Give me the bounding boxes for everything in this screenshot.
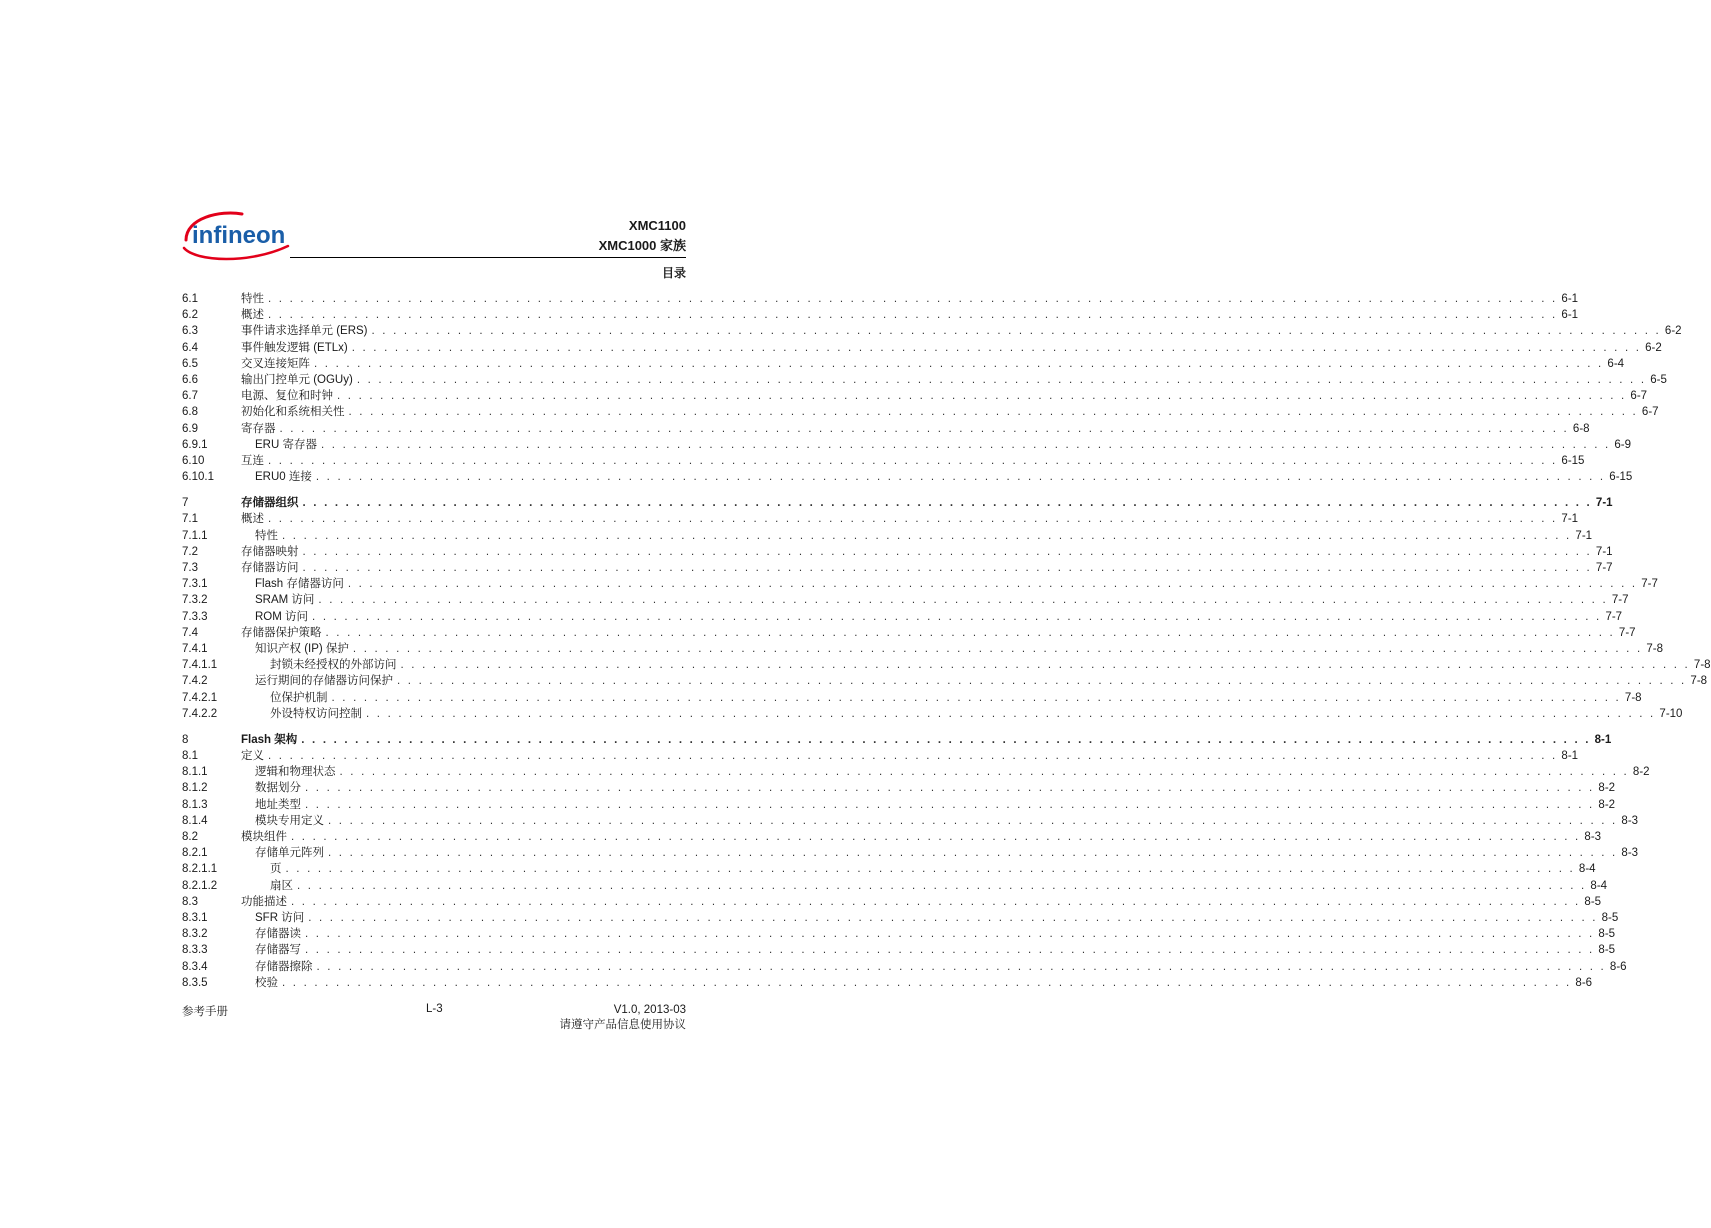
toc-leader-dots: . . . . . . . . . . . . . . . . . . . . . . . . . . . . . . . . . . . . . . . . . . . . . . . . . . . . . . . . . . . . . . . . . . . . . . . . . . . . . . . . . . . . . . . . . . . . . . . . . . . . . . . . . . . . . . . . . . . . . . . . xyxy=(291,895,1581,908)
toc-entry[interactable] xyxy=(182,291,1579,307)
toc-entry-title: 概述 xyxy=(241,309,264,322)
toc-entry-number: 6.5 xyxy=(182,357,198,370)
footer-manual-label: 参考手册 xyxy=(182,1006,228,1018)
toc-entry[interactable] xyxy=(182,959,1627,975)
toc-entry[interactable] xyxy=(182,780,1616,796)
toc-entry-number: 7.3 xyxy=(182,562,198,574)
toc-entry-line xyxy=(270,878,1608,894)
toc-entry-page: 8-6 xyxy=(1609,960,1627,973)
toc-entry-line xyxy=(241,388,1648,404)
toc-entry-page: 7-10 xyxy=(1659,707,1683,720)
toc-entry-line xyxy=(255,780,1616,796)
toc-entry-line xyxy=(270,657,1711,673)
toc-entry[interactable] xyxy=(182,797,1616,813)
toc-entry-line xyxy=(241,453,1585,469)
toc-entry-line xyxy=(255,942,1616,958)
toc-entry-page: 8-5 xyxy=(1584,895,1602,908)
toc-entry-number: 6.9 xyxy=(182,422,198,435)
toc-leader-dots: . . . . . . . . . . . . . . . . . . . . . . . . . . . . . . . . . . . . . . . . . . . . . . . . . . . . . . . . . . . . . . . . . . . . . . . . . . . . . . . . . . . . . . . . . . . . . . . . . . . . . . . . . . . . . . . . . . . . . . . . xyxy=(314,357,1604,370)
toc-entry-page: 8-2 xyxy=(1632,766,1650,779)
toc-entry[interactable] xyxy=(182,764,1650,780)
toc-entry-page: 8-5 xyxy=(1598,928,1616,941)
toc-entry-line xyxy=(255,641,1663,657)
toc-entry-page: 7-8 xyxy=(1624,691,1642,704)
toc-entry-line xyxy=(241,421,1590,437)
toc-leader-dots: . . . . . . . . . . . . . . . . . . . . . . . . . . . . . . . . . . . . . . . . . . . . . . . . . . . . . . . . . . . . . . . . . . . . . . . . . . . . . . . . . . . . . . . . . . . . . . . . . . . . . . . . . . . . . . . . . . . . . . . . xyxy=(279,422,1569,435)
toc-entry-line xyxy=(270,690,1642,706)
toc-leader-dots: . . . . . . . . . . . . . . . . . . . . . . . . . . . . . . . . . . . . . . . . . . . . . . . . . . . . . . . . . . . . . . . . . . . . . . . . . . . . . . . . . . . . . . . . . . . . . . . . . . . . . . . . . . . . . . . . . . . . . . . . xyxy=(282,976,1572,989)
toc-entry-line xyxy=(270,861,1596,877)
toc-entry-line xyxy=(255,910,1619,926)
toc-entry-page: 6-1 xyxy=(1561,293,1579,305)
toc-entry-title: 知识产权 (IP) 保护 xyxy=(255,642,349,655)
toc-entry-page: 8-4 xyxy=(1590,879,1608,892)
toc-entry-number: 8.2 xyxy=(182,831,198,843)
toc-entry-number: 7.3.1 xyxy=(182,578,208,591)
toc-entry-line xyxy=(255,437,1632,453)
toc-entry-title: 初始化和系统相关性 xyxy=(241,406,345,419)
title-line-1: XMC1100 xyxy=(628,218,686,233)
toc-entry[interactable] xyxy=(182,829,1602,845)
toc-entry[interactable] xyxy=(182,706,1683,722)
toc-entry-page: 6-15 xyxy=(1561,454,1585,467)
toc-entry-number: 7.4.2.1 xyxy=(182,691,218,704)
toc-entry[interactable] xyxy=(182,544,1613,560)
toc-entry-line xyxy=(255,926,1616,942)
toc-entry-number: 7.3.3 xyxy=(182,610,208,623)
toc-entry-title: Flash 存储器访问 xyxy=(255,578,344,591)
toc-entry-number: 6.4 xyxy=(182,341,198,354)
toc-entry[interactable] xyxy=(182,511,1579,527)
toc-entry-number: 6.10 xyxy=(182,454,205,467)
toc-entry-title: 定义 xyxy=(241,750,264,763)
toc-entry-number: 8.1.4 xyxy=(182,814,208,827)
document-title xyxy=(599,216,686,256)
toc-entry-number: 8.1.2 xyxy=(182,782,208,795)
toc-entry-number: 6.9.1 xyxy=(182,438,208,451)
toc-entry[interactable] xyxy=(182,926,1616,942)
toc-entry-page: 8-5 xyxy=(1598,944,1616,957)
toc-entry-line xyxy=(255,592,1629,608)
toc-entry-title: 数据划分 xyxy=(255,782,301,795)
toc-entry-title: 存储器映射 xyxy=(241,545,299,558)
toc-leader-dots: . . . . . . . . . . . . . . . . . . . . . . . . . . . . . . . . . . . . . . . . . . . . . . . . . . . . . . . . . . . . . . . . . . . . . . . . . . . . . . . . . . . . . . . . . . . . . . . . . . . . . . . . . . . . . . . . . . . . . . . . xyxy=(305,798,1595,811)
toc-entry-line xyxy=(241,894,1602,910)
toc-entry-title: 特性 xyxy=(241,293,264,305)
toc-entry-title: 扇区 xyxy=(270,879,293,892)
toc-entry-line xyxy=(241,560,1613,576)
toc-leader-dots: . . . . . . . . . . . . . . . . . . . . . . . . . . . . . . . . . . . . . . . . . . . . . . . . . . . . . . . . . . . . . . . . . . . . . . . . . . . . . . . . . . . . . . . . . . . . . . . . . . . . . . . . . . . . . . . . . . . . . . . . xyxy=(316,960,1606,973)
toc-entry-line xyxy=(241,511,1579,527)
toc-entry-number: 6.8 xyxy=(182,406,198,419)
toc-entry-line xyxy=(241,340,1662,356)
toc-entry-line xyxy=(241,495,1613,511)
toc-leader-dots: . . . . . . . . . . . . . . . . . . . . . . . . . . . . . . . . . . . . . . . . . . . . . . . . . . . . . . . . . . . . . . . . . . . . . . . . . . . . . . . . . . . . . . . . . . . . . . . . . . . . . . . . . . . . . . . . . . . . . . . . xyxy=(352,642,1643,655)
toc-entry-title: 存储器访问 xyxy=(241,562,299,574)
infineon-logo xyxy=(180,210,292,262)
toc-entry-title: 模块组件 xyxy=(241,831,287,843)
toc-entry-number: 7.4.2 xyxy=(182,675,208,688)
toc-leader-dots: . . . . . . . . . . . . . . . . . . . . . . . . . . . . . . . . . . . . . . . . . . . . . . . . . . . . . . . . . . . . . . . . . . . . . . . . . . . . . . . . . . . . . . . . . . . . . . . . . . . . . . . . . . . . . . . . . . . . . . . . xyxy=(302,497,1592,510)
toc-entry[interactable] xyxy=(182,528,1593,544)
toc-entry-line xyxy=(270,706,1683,722)
footer-version-block xyxy=(560,1003,687,1033)
toc-entry-page: 7-7 xyxy=(1641,578,1658,591)
toc-leader-dots: . . . . . . . . . . . . . . . . . . . . . . . . . . . . . . . . . . . . . . . . . . . . . . . . . . . . . . . . . . . . . . . . . . . . . . . . . . . . . . . . . . . . . . . . . . . . . . . . . . . . . . . . . . . . . . . . . . . . . . . . xyxy=(325,626,1615,639)
toc-entry-title: 输出门控单元 (OGUy) xyxy=(241,373,353,386)
toc-entry-line xyxy=(255,673,1708,689)
toc-entry[interactable] xyxy=(182,748,1579,764)
toc-entry-page: 7-1 xyxy=(1575,529,1593,542)
toc-leader-dots: . . . . . . . . . . . . . . . . . . . . . . . . . . . . . . . . . . . . . . . . . . . . . . . . . . . . . . . . . . . . . . . . . . . . . . . . . . . . . . . . . . . . . . . . . . . . . . . . . . . . . . . . . . . . . . . . . . . . . . . . xyxy=(328,847,1618,860)
footer-version: V1.0, 2013-03 xyxy=(613,1004,686,1016)
toc-entry-page: 7-8 xyxy=(1693,659,1711,672)
toc-entry-page: 6-15 xyxy=(1609,471,1633,484)
toc-entry-title: ERU 寄存器 xyxy=(255,438,317,451)
toc-entry-number: 8.2.1 xyxy=(182,847,208,860)
toc-entry[interactable] xyxy=(182,576,1658,592)
toc-entry[interactable] xyxy=(182,673,1708,689)
toc-leader-dots: . . . . . . . . . . . . . . . . . . . . . . . . . . . . . . . . . . . . . . . . . . . . . . . . . . . . . . . . . . . . . . . . . . . . . . . . . . . . . . . . . . . . . . . . . . . . . . . . . . . . . . . . . . . . . . . . . . . . . . . . xyxy=(312,610,1602,623)
toc-entry-title: 存储器擦除 xyxy=(255,960,313,973)
toc-entry-number: 8.3.2 xyxy=(182,928,208,941)
toc-entry-title: 电源、复位和时钟 xyxy=(241,390,333,403)
toc-entry[interactable] xyxy=(182,388,1648,404)
toc-leader-dots: . . . . . . . . . . . . . . . . . . . . . . . . . . . . . . . . . . . . . . . . . . . . . . . . . . . . . . . . . . . . . . . . . . . . . . . . . . . . . . . . . . . . . . . . . . . . . . . . . . . . . . . . . . . . . . . . . . . . . . . . xyxy=(285,863,1575,876)
toc-entry[interactable] xyxy=(182,894,1602,910)
toc-entry-title: 事件触发逻辑 (ETLx) xyxy=(241,341,348,354)
svg-text:infineon: infineon xyxy=(192,222,286,249)
toc-entry[interactable] xyxy=(182,975,1593,991)
toc-leader-dots: . . . . . . . . . . . . . . . . . . . . . . . . . . . . . . . . . . . . . . . . . . . . . . . . . . . . . . . . . . . . . . . . . . . . . . . . . . . . . . . . . . . . . . . . . . . . . . . . . . . . . . . . . . . . . . . . . . . . . . . . xyxy=(302,545,1592,558)
toc-leader-dots: . . . . . . . . . . . . . . . . . . . . . . . . . . . . . . . . . . . . . . . . . . . . . . . . . . . . . . . . . . . . . . . . . . . . . . . . . . . . . . . . . . . . . . . . . . . . . . . . . . . . . . . . . . . . . . . . . . . . . . . . xyxy=(308,911,1598,924)
toc-entry-page: 6-7 xyxy=(1641,406,1659,419)
toc-entry-title: 位保护机制 xyxy=(270,691,328,704)
toc-entry-number: 7.2 xyxy=(182,545,198,558)
toc-entry-line xyxy=(241,732,1612,748)
toc-entry-number: 8.1.3 xyxy=(182,798,208,811)
toc-entry[interactable] xyxy=(182,592,1629,608)
toc-entry-title: ROM 访问 xyxy=(255,610,309,623)
toc-entry-title: 存储单元阵列 xyxy=(255,847,324,860)
toc-entry-number: 7.1.1 xyxy=(182,529,208,542)
toc-entry-number: 6.3 xyxy=(182,325,198,338)
toc-leader-dots: . . . . . . . . . . . . . . . . . . . . . . . . . . . . . . . . . . . . . . . . . . . . . . . . . . . . . . . . . . . . . . . . . . . . . . . . . . . . . . . . . . . . . . . . . . . . . . . . . . . . . . . . . . . . . . . . . . . . . . . . xyxy=(356,373,1647,386)
toc-entry-title: 页 xyxy=(270,863,282,876)
toc-entry[interactable] xyxy=(182,690,1642,706)
toc-entry-page: 8-5 xyxy=(1601,911,1619,924)
toc-entry-title: 存储器保护策略 xyxy=(241,626,322,639)
header-divider xyxy=(290,257,686,258)
toc-entry-page: 8-3 xyxy=(1621,814,1639,827)
toc-entry[interactable] xyxy=(182,861,1596,877)
toc-entry-number: 7.4.1 xyxy=(182,642,208,655)
toc-leader-dots: . . . . . . . . . . . . . . . . . . . . . . . . . . . . . . . . . . . . . . . . . . . . . . . . . . . . . . . . . . . . . . . . . . . . . . . . . . . . . . . . . . . . . . . . . . . . . . . . . . . . . . . . . . . . . . . . . . . . . . . . xyxy=(328,814,1618,827)
toc-entry-line xyxy=(241,748,1579,764)
toc-entry-page: 8-3 xyxy=(1584,831,1602,843)
toc-entry-page: 8-3 xyxy=(1621,847,1639,860)
toc-entry-page: 8-4 xyxy=(1578,863,1596,876)
toc-entry-title: 交叉连接矩阵 xyxy=(241,357,310,370)
toc-entry-page: 7-1 xyxy=(1561,513,1579,526)
toc-entry-number: 8.1.1 xyxy=(182,766,208,779)
toc-entry[interactable] xyxy=(182,657,1711,673)
toc-entry-number: 8.1 xyxy=(182,750,198,763)
toc-entry-page: 8-6 xyxy=(1575,976,1593,989)
toc-leader-dots: . . . . . . . . . . . . . . . . . . . . . . . . . . . . . . . . . . . . . . . . . . . . . . . . . . . . . . . . . . . . . . . . . . . . . . . . . . . . . . . . . . . . . . . . . . . . . . . . . . . . . . . . . . . . . . . . . . . . . . . . xyxy=(268,750,1558,763)
toc-entry-page: 8-2 xyxy=(1598,798,1616,811)
toc-entry-title: 封锁未经授权的外部访问 xyxy=(270,659,397,672)
toc-entry-page: 7-7 xyxy=(1605,610,1623,623)
toc-entry-title: 运行期间的存储器访问保护 xyxy=(255,675,393,688)
toc-leader-dots: . . . . . . . . . . . . . . . . . . . . . . . . . . . . . . . . . . . . . . . . . . . . . . . . . . . . . . . . . . . . . . . . . . . . . . . . . . . . . . . . . . . . . . . . . . . . . . . . . . . . . . . . . . . . . . . . . . . . . . . . xyxy=(366,707,1656,720)
toc-entry-title: 概述 xyxy=(241,513,264,526)
table-of-contents xyxy=(182,291,1711,991)
toc-entry-title: 事件请求选择单元 (ERS) xyxy=(241,325,368,338)
toc-entry-title: 存储器组织 xyxy=(241,497,299,510)
toc-leader-dots: . . . . . . . . . . . . . . . . . . . . . . . . . . . . . . . . . . . . . . . . . . . . . . . . . . . . . . . . . . . . . . . . . . . . . . . . . . . . . . . . . . . . . . . . . . . . . . . . . . . . . . . . . . . . . . . . . . . . . . . . xyxy=(305,944,1595,957)
toc-entry-title: 校验 xyxy=(255,976,278,989)
toc-entry-number: 7 xyxy=(182,497,189,510)
toc-entry-number: 8.2.1.2 xyxy=(182,879,218,892)
toc-entry[interactable] xyxy=(182,404,1659,420)
toc-entry-line xyxy=(255,764,1650,780)
toc-entry[interactable] xyxy=(182,641,1663,657)
toc-entry-number: 7.1 xyxy=(182,513,198,526)
toc-entry-title: Flash 架构 xyxy=(241,733,298,746)
toc-entry-number: 8.2.1.1 xyxy=(182,863,218,876)
toc-entry-title: 存储器写 xyxy=(255,944,301,957)
toc-entry-title: 地址类型 xyxy=(255,798,301,811)
toc-entry-line xyxy=(255,576,1658,592)
toc-entry-page: 7-1 xyxy=(1595,545,1613,558)
toc-entry-title: 特性 xyxy=(255,529,278,542)
toc-entry-title: 寄存器 xyxy=(241,422,276,435)
title-line-2: XMC1000 家族 xyxy=(598,238,686,253)
toc-entry-page: 7-1 xyxy=(1595,497,1613,510)
toc-leader-dots: . . . . . . . . . . . . . . . . . . . . . . . . . . . . . . . . . . . . . . . . . . . . . . . . . . . . . . . . . . . . . . . . . . . . . . . . . . . . . . . . . . . . . . . . . . . . . . . . . . . . . . . . . . . . . . . . . . . . . . . . xyxy=(282,529,1572,542)
toc-entry-page: 8-1 xyxy=(1561,750,1579,763)
toc-entry-line xyxy=(241,323,1682,339)
toc-entry-line xyxy=(255,975,1593,991)
toc-leader-dots: . . . . . . . . . . . . . . . . . . . . . . . . . . . . . . . . . . . . . . . . . . . . . . . . . . . . . . . . . . . . . . . . . . . . . . . . . . . . . . . . . . . . . . . . . . . . . . . . . . . . . . . . . . . . . . . . . . . . . . . . xyxy=(268,309,1558,322)
toc-entry-title: 外设特权访问控制 xyxy=(270,707,362,720)
toc-entry[interactable] xyxy=(182,323,1682,339)
toc-entry[interactable] xyxy=(182,453,1585,469)
toc-entry-title: 互连 xyxy=(241,454,264,467)
toc-entry-number: 6.7 xyxy=(182,390,198,403)
toc-entry-number: 8.3.3 xyxy=(182,944,208,957)
toc-entry-page: 6-9 xyxy=(1614,438,1632,451)
toc-entry[interactable] xyxy=(182,372,1667,388)
toc-entry-line xyxy=(241,544,1613,560)
toc-entry-page: 7-7 xyxy=(1595,562,1613,574)
toc-entry[interactable] xyxy=(182,340,1662,356)
toc-entry-line xyxy=(241,291,1579,307)
toc-entry-title: SFR 访问 xyxy=(255,911,305,924)
toc-entry[interactable] xyxy=(182,560,1613,576)
toc-leader-dots: . . . . . . . . . . . . . . . . . . . . . . . . . . . . . . . . . . . . . . . . . . . . . . . . . . . . . . . . . . . . . . . . . . . . . . . . . . . . . . . . . . . . . . . . . . . . . . . . . . . . . . . . . . . . . . . . . . . . . . . . xyxy=(339,766,1629,779)
toc-entry-title: 存储器读 xyxy=(255,928,301,941)
toc-entry-number: 7.4.1.1 xyxy=(182,659,218,672)
toc-entry-title: 逻辑和物理状态 xyxy=(255,766,336,779)
toc-entry[interactable] xyxy=(182,845,1639,861)
toc-leader-dots: . . . . . . . . . . . . . . . . . . . . . . . . . . . . . . . . . . . . . . . . . . . . . . . . . . . . . . . . . . . . . . . . . . . . . . . . . . . . . . . . . . . . . . . . . . . . . . . . . . . . . . . . . . . . . . . . . . . . . . . . xyxy=(347,578,1638,591)
footer-page-number: L-3 xyxy=(426,1003,443,1015)
toc-entry-page: 6-2 xyxy=(1645,341,1662,354)
toc-leader-dots: . . . . . . . . . . . . . . . . . . . . . . . . . . . . . . . . . . . . . . . . . . . . . . . . . . . . . . . . . . . . . . . . . . . . . . . . . . . . . . . . . . . . . . . . . . . . . . . . . . . . . . . . . . . . . . . . . . . . . . . . xyxy=(400,659,1690,672)
toc-entry-number: 8.3.1 xyxy=(182,911,208,924)
toc-leader-dots: . . . . . . . . . . . . . . . . . . . . . . . . . . . . . . . . . . . . . . . . . . . . . . . . . . . . . . . . . . . . . . . . . . . . . . . . . . . . . . . . . . . . . . . . . . . . . . . . . . . . . . . . . . . . . . . . . . . . . . . . xyxy=(331,691,1621,704)
toc-entry-line xyxy=(241,372,1667,388)
toc-entry-line xyxy=(241,829,1602,845)
toc-entry-number: 6.10.1 xyxy=(182,471,214,484)
toc-entry-number: 6.2 xyxy=(182,309,198,322)
toc-entry-number: 8 xyxy=(182,733,189,746)
toc-leader-dots: . . . . . . . . . . . . . . . . . . . . . . . . . . . . . . . . . . . . . . . . . . . . . . . . . . . . . . . . . . . . . . . . . . . . . . . . . . . . . . . . . . . . . . . . . . . . . . . . . . . . . . . . . . . . . . . . . . . . . . . . xyxy=(348,406,1638,419)
toc-entry[interactable] xyxy=(182,495,1613,511)
toc-entry-page: 6-7 xyxy=(1630,390,1648,403)
toc-entry-line xyxy=(255,845,1639,861)
toc-entry-page: 6-5 xyxy=(1650,373,1667,386)
toc-entry-number: 8.3 xyxy=(182,895,198,908)
toc-entry-line xyxy=(255,469,1633,485)
toc-entry[interactable] xyxy=(182,878,1608,894)
toc-entry-line xyxy=(255,959,1627,975)
toc-entry[interactable] xyxy=(182,421,1590,437)
toc-entry-number: 7.3.2 xyxy=(182,594,208,607)
toc-leader-dots: . . . . . . . . . . . . . . . . . . . . . . . . . . . . . . . . . . . . . . . . . . . . . . . . . . . . . . . . . . . . . . . . . . . . . . . . . . . . . . . . . . . . . . . . . . . . . . . . . . . . . . . . . . . . . . . . . . . . . . . . xyxy=(315,471,1606,484)
toc-entry-line xyxy=(255,528,1593,544)
toc-entry-title: 模块专用定义 xyxy=(255,814,324,827)
toc-entry-page: 8-2 xyxy=(1598,782,1616,795)
toc-entry-page: 6-2 xyxy=(1664,325,1682,338)
toc-entry-number: 8.3.4 xyxy=(182,960,208,973)
toc-leader-dots: . . . . . . . . . . . . . . . . . . . . . . . . . . . . . . . . . . . . . . . . . . . . . . . . . . . . . . . . . . . . . . . . . . . . . . . . . . . . . . . . . . . . . . . . . . . . . . . . . . . . . . . . . . . . . . . . . . . . . . . . xyxy=(302,562,1592,574)
toc-leader-dots: . . . . . . . . . . . . . . . . . . . . . . . . . . . . . . . . . . . . . . . . . . . . . . . . . . . . . . . . . . . . . . . . . . . . . . . . . . . . . . . . . . . . . . . . . . . . . . . . . . . . . . . . . . . . . . . . . . . . . . . . xyxy=(297,879,1587,892)
toc-entry-line xyxy=(255,797,1616,813)
toc-entry[interactable] xyxy=(182,942,1616,958)
toc-entry[interactable] xyxy=(182,469,1633,485)
toc-entry[interactable] xyxy=(182,910,1619,926)
toc-leader-dots: . . . . . . . . . . . . . . . . . . . . . . . . . . . . . . . . . . . . . . . . . . . . . . . . . . . . . . . . . . . . . . . . . . . . . . . . . . . . . . . . . . . . . . . . . . . . . . . . . . . . . . . . . . . . . . . . . . . . . . . . xyxy=(351,341,1642,354)
toc-leader-dots: . . . . . . . . . . . . . . . . . . . . . . . . . . . . . . . . . . . . . . . . . . . . . . . . . . . . . . . . . . . . . . . . . . . . . . . . . . . . . . . . . . . . . . . . . . . . . . . . . . . . . . . . . . . . . . . . . . . . . . . . xyxy=(301,733,1591,746)
toc-entry-page: 7-7 xyxy=(1611,594,1629,607)
toc-leader-dots: . . . . . . . . . . . . . . . . . . . . . . . . . . . . . . . . . . . . . . . . . . . . . . . . . . . . . . . . . . . . . . . . . . . . . . . . . . . . . . . . . . . . . . . . . . . . . . . . . . . . . . . . . . . . . . . . . . . . . . . . xyxy=(397,675,1687,688)
toc-entry-line xyxy=(241,625,1636,641)
toc-entry-page: 8-1 xyxy=(1594,733,1612,746)
toc-entry-page: 6-4 xyxy=(1607,357,1625,370)
toc-entry-page: 6-1 xyxy=(1561,309,1579,322)
toc-entry-line xyxy=(255,609,1623,625)
toc-leader-dots: . . . . . . . . . . . . . . . . . . . . . . . . . . . . . . . . . . . . . . . . . . . . . . . . . . . . . . . . . . . . . . . . . . . . . . . . . . . . . . . . . . . . . . . . . . . . . . . . . . . . . . . . . . . . . . . . . . . . . . . . xyxy=(268,513,1558,526)
toc-entry[interactable] xyxy=(182,437,1632,453)
toc-leader-dots: . . . . . . . . . . . . . . . . . . . . . . . . . . . . . . . . . . . . . . . . . . . . . . . . . . . . . . . . . . . . . . . . . . . . . . . . . . . . . . . . . . . . . . . . . . . . . . . . . . . . . . . . . . . . . . . . . . . . . . . . xyxy=(371,325,1661,338)
toc-entry[interactable] xyxy=(182,609,1623,625)
toc-entry-page: 7-7 xyxy=(1618,626,1636,639)
footer-notice: 请遵守产品信息使用协议 xyxy=(559,1019,686,1031)
toc-entry-page: 6-8 xyxy=(1572,422,1590,435)
toc-entry-line xyxy=(241,356,1625,372)
toc-entry-number: 7.4.2.2 xyxy=(182,707,218,720)
toc-entry-number: 7.4 xyxy=(182,626,198,639)
toc-leader-dots: . . . . . . . . . . . . . . . . . . . . . . . . . . . . . . . . . . . . . . . . . . . . . . . . . . . . . . . . . . . . . . . . . . . . . . . . . . . . . . . . . . . . . . . . . . . . . . . . . . . . . . . . . . . . . . . . . . . . . . . . xyxy=(318,594,1608,607)
toc-entry-title: SRAM 访问 xyxy=(255,594,315,607)
toc-leader-dots: . . . . . . . . . . . . . . . . . . . . . . . . . . . . . . . . . . . . . . . . . . . . . . . . . . . . . . . . . . . . . . . . . . . . . . . . . . . . . . . . . . . . . . . . . . . . . . . . . . . . . . . . . . . . . . . . . . . . . . . . xyxy=(305,928,1595,941)
toc-entry-title: 功能描述 xyxy=(241,895,287,908)
toc-entry-title: ERU0 连接 xyxy=(255,471,312,484)
toc-entry[interactable] xyxy=(182,625,1636,641)
toc-entry-page: 7-8 xyxy=(1690,675,1708,688)
toc-entry-line xyxy=(241,307,1579,323)
toc-entry-number: 6.1 xyxy=(182,293,198,305)
toc-entry[interactable] xyxy=(182,813,1639,829)
toc-entry-page: 7-8 xyxy=(1646,642,1663,655)
toc-leader-dots: . . . . . . . . . . . . . . . . . . . . . . . . . . . . . . . . . . . . . . . . . . . . . . . . . . . . . . . . . . . . . . . . . . . . . . . . . . . . . . . . . . . . . . . . . . . . . . . . . . . . . . . . . . . . . . . . . . . . . . . . xyxy=(320,438,1611,451)
toc-leader-dots: . . . . . . . . . . . . . . . . . . . . . . . . . . . . . . . . . . . . . . . . . . . . . . . . . . . . . . . . . . . . . . . . . . . . . . . . . . . . . . . . . . . . . . . . . . . . . . . . . . . . . . . . . . . . . . . . . . . . . . . . xyxy=(305,782,1595,795)
toc-entry[interactable] xyxy=(182,356,1625,372)
toc-entry-line xyxy=(241,404,1659,420)
toc-entry-line xyxy=(255,813,1639,829)
toc-entry-number: 6.6 xyxy=(182,373,198,386)
toc-leader-dots: . . . . . . . . . . . . . . . . . . . . . . . . . . . . . . . . . . . . . . . . . . . . . . . . . . . . . . . . . . . . . . . . . . . . . . . . . . . . . . . . . . . . . . . . . . . . . . . . . . . . . . . . . . . . . . . . . . . . . . . . xyxy=(268,454,1558,467)
toc-entry-number: 8.3.5 xyxy=(182,976,208,989)
toc-entry[interactable] xyxy=(182,307,1579,323)
toc-leader-dots: . . . . . . . . . . . . . . . . . . . . . . . . . . . . . . . . . . . . . . . . . . . . . . . . . . . . . . . . . . . . . . . . . . . . . . . . . . . . . . . . . . . . . . . . . . . . . . . . . . . . . . . . . . . . . . . . . . . . . . . . xyxy=(291,831,1581,843)
toc-leader-dots: . . . . . . . . . . . . . . . . . . . . . . . . . . . . . . . . . . . . . . . . . . . . . . . . . . . . . . . . . . . . . . . . . . . . . . . . . . . . . . . . . . . . . . . . . . . . . . . . . . . . . . . . . . . . . . . . . . . . . . . . xyxy=(268,293,1558,305)
toc-entry[interactable] xyxy=(182,732,1612,748)
section-label: 目录 xyxy=(661,266,686,280)
toc-leader-dots: . . . . . . . . . . . . . . . . . . . . . . . . . . . . . . . . . . . . . . . . . . . . . . . . . . . . . . . . . . . . . . . . . . . . . . . . . . . . . . . . . . . . . . . . . . . . . . . . . . . . . . . . . . . . . . . . . . . . . . . . xyxy=(337,390,1627,403)
